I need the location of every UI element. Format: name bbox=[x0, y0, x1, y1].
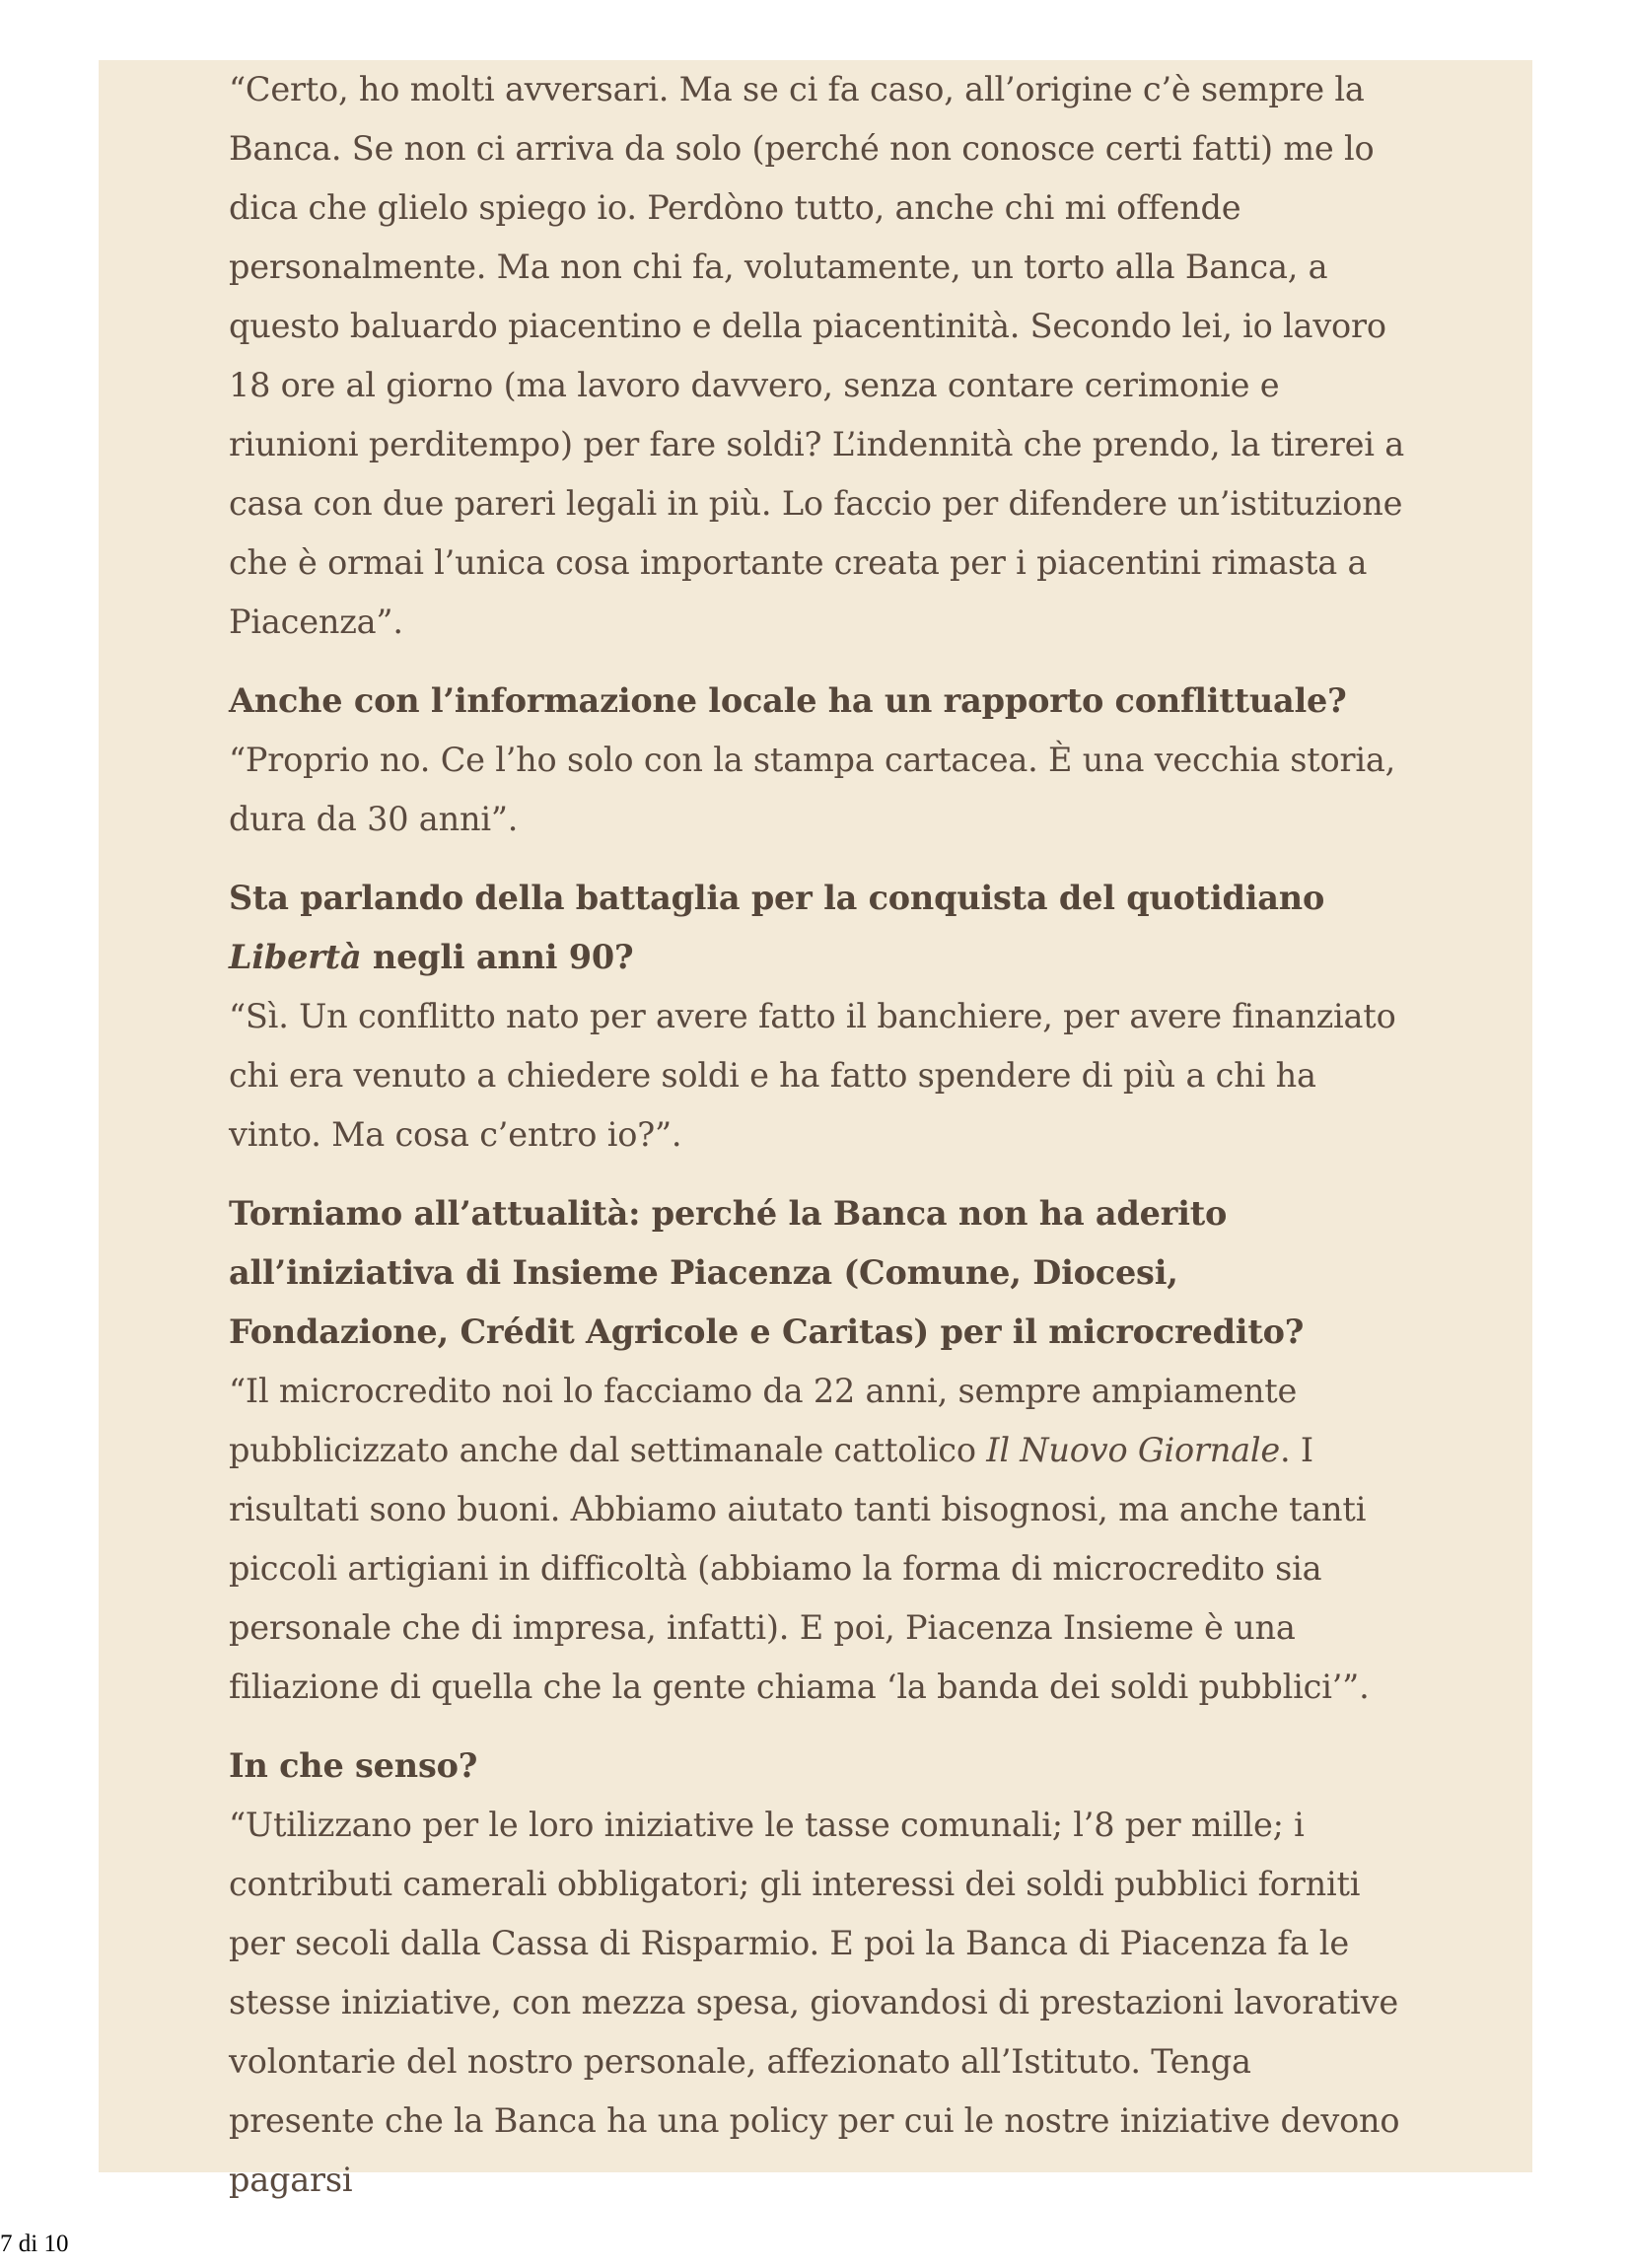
qa-block-liberta bbox=[229, 869, 1406, 1165]
question-text: Torniamo all’attualità: perché la Banca non ha aderito all’iniziativa di Insieme Piacenza (Comune, Diocesi, Fondazione, Crédit Agricole e Caritas) per il microcredito? bbox=[229, 1194, 1305, 1351]
answer-text-part: “Il microcredito noi lo facciamo da 22 anni, sempre ampiamente pubblicizzato anche dal settimanale cattolico bbox=[229, 1372, 1298, 1469]
answer-text: “Utilizzano per le loro iniziative le tasse comunali; l’8 per mille; i contributi camerali obbligatori; gli interessi dei soldi pubblici forniti per secoli dalla Cassa di Risparmio. E poi la Banca di Piacenza fa le stesse iniziative, con mezza spesa, giovandosi di prestazioni lavorative volontarie del nostro personale, affezionato all’Istituto. Tenga presente che la Banca ha una policy per cui le nostre iniziative devono pagarsi bbox=[229, 1806, 1400, 2199]
answer-text: “Certo, ho molti avversari. Ma se ci fa caso, all’origine c’è sempre la Banca. Se non ci arriva da solo (perché non conosce certi fatti) me lo dica che glielo spiego io. Perdòno tutto, anche chi mi offende personalmente. Ma non chi fa, volutamente, un torto alla Banca, a questo baluardo piacentino e della piacentinità. Secondo lei, io lavoro 18 ore al giorno (ma lavoro davvero, senza contare cerimonie e riunioni perditempo) per fare soldi? L’indennità che prendo, la tirerei a casa con due pareri legali in più. Lo faccio per difendere un’istituzione che è ormai l’unica cosa importante creata per i piacentini rimasta a Piacenza”. bbox=[229, 70, 1405, 641]
qa-block-local-information bbox=[229, 672, 1406, 849]
answer-text: “Sì. Un conflitto nato per avere fatto il banchiere, per avere finanziato chi era venuto a chiedere soldi e ha fatto spendere di più a chi ha vinto. Ma cosa c’entro io?”. bbox=[229, 997, 1396, 1154]
paragraph-intro-answer bbox=[229, 60, 1406, 652]
answer-text-part: . I risultati sono buoni. Abbiamo aiutato tanti bisognosi, ma anche tanti piccoli artigiani in difficoltà (abbiamo la forma di microcredito sia personale che di impresa, infatti). E poi, Piacenza Insieme è una filiazione di quella che la gente chiama ‘la banda dei soldi pubblici’”. bbox=[229, 1431, 1370, 1706]
qa-block-microcredit bbox=[229, 1184, 1406, 1717]
newspaper-title: Il Nuovo Giornale bbox=[986, 1431, 1281, 1469]
answer-text bbox=[229, 1362, 1406, 1717]
page-number: 7 di 10 bbox=[0, 2231, 69, 2257]
question-text: In che senso? bbox=[229, 1746, 478, 1785]
answer-text: “Proprio no. Ce l’ho solo con la stampa cartacea. È una vecchia storia, dura da 30 anni”. bbox=[229, 741, 1396, 838]
question-text-part: Sta parlando della battaglia per la conquista del quotidiano bbox=[229, 879, 1325, 917]
newspaper-title: Libertà bbox=[229, 938, 362, 976]
question-text bbox=[229, 869, 1406, 987]
article-panel bbox=[99, 60, 1532, 2199]
question-text: Anche con l’informazione locale ha un rapporto conflittuale? bbox=[229, 681, 1347, 720]
question-text-part: negli anni 90? bbox=[361, 938, 634, 976]
qa-block-in-che-senso bbox=[229, 1736, 1406, 2210]
